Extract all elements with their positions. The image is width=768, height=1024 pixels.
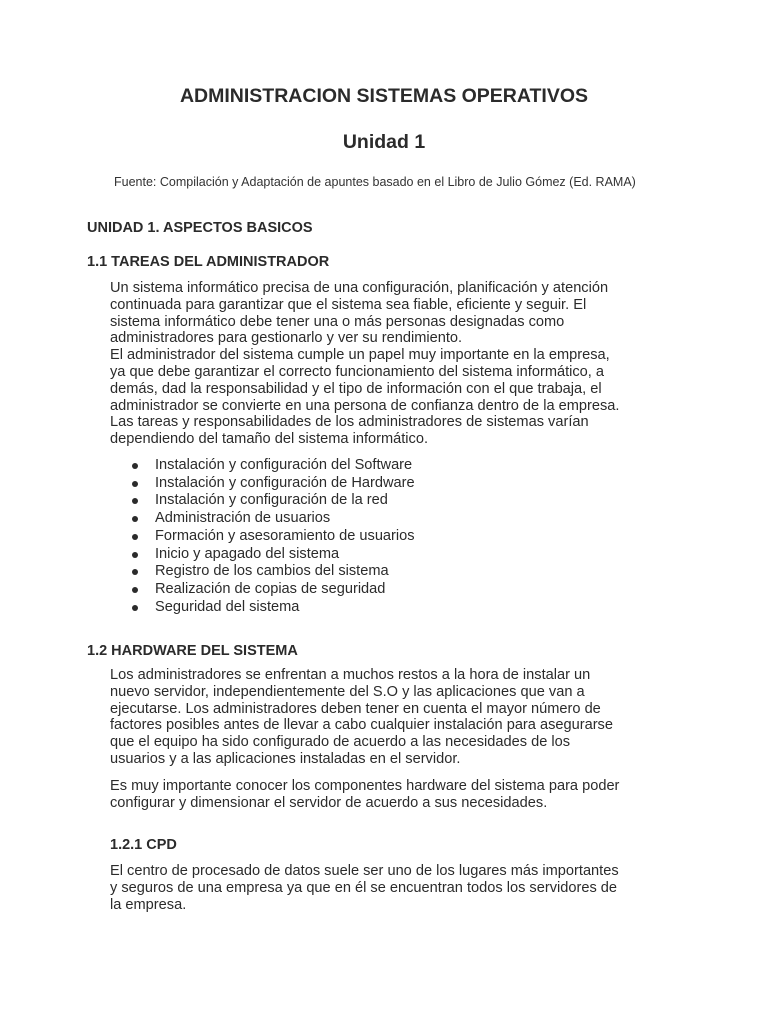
list-item-text: Instalación y configuración de la red [155,492,388,509]
paragraph-line: usuarios y a las aplicaciones instaladas en el servidor. [110,750,461,767]
paragraph-line: administradores para gestionarlo y ver su rendimiento. [110,330,463,347]
list-item-text: Formación y asesoramiento de usuarios [155,527,415,544]
list-item [110,546,415,564]
unit-heading: UNIDAD 1. ASPECTOS BASICOS [87,220,313,236]
paragraph-line: que el equipo ha sido configurado de acuerdo a las necesidades de los [110,734,571,751]
bullet-icon [132,516,138,522]
paragraph-line: y seguros de una empresa ya que en él se encuentran todos los servidores de [110,879,618,896]
paragraph-line: sistema informático debe tener una o más personas designadas como [110,313,565,330]
list-item [110,510,415,528]
unit-title: Unidad 1 [342,131,426,153]
paragraph-line: administrador se convierte en una persona de confianza dentro de la empresa. [110,397,620,414]
list-item-text: Administración de usuarios [155,510,331,527]
paragraph-line: Un sistema informático precisa de una configuración, planificación y atención [110,280,609,296]
section-1-2-paragraph-2 [110,778,670,812]
list-item [110,492,415,510]
list-item [110,581,415,599]
paragraph-line: configurar y dimensionar el servidor de acuerdo a sus necesidades. [110,794,548,811]
paragraph-line: ya que debe garantizar el correcto funcionamiento del sistema informático, a [110,363,605,380]
list-item-text: Inicio y apagado del sistema [155,545,340,562]
bullet-icon [132,605,138,611]
list-item-text: Seguridad del sistema [155,598,300,615]
paragraph-line: Los administradores se enfrentan a muchos restos a la hora de instalar un [110,667,591,683]
paragraph-line: continuada para garantizar que el sistema sea fiable, eficiente y seguir. El [110,296,587,313]
paragraph-line: la empresa. [110,896,187,913]
list-item [110,475,415,493]
paragraph-line: nuevo servidor, independientemente del S.O y las aplicaciones que van a [110,683,585,700]
bullet-icon [132,481,138,487]
list-item [110,599,415,617]
paragraph-line: El centro de procesado de datos suele ser uno de los lugares más importantes [110,863,619,879]
section-1-2-1-paragraph [110,863,670,913]
paragraph-line: Es muy importante conocer los componentes hardware del sistema para poder [110,778,620,794]
section-heading-1-2: 1.2 HARDWARE DEL SISTEMA [87,643,298,659]
bullet-icon [132,463,138,469]
paragraph-line: factores posibles antes de llevar a cabo cualquier instalación para asegurarse [110,717,613,734]
document-title: ADMINISTRACION SISTEMAS OPERATIVOS [179,85,589,107]
paragraph-line: Las tareas y responsabilidades de los administradores de sistemas varían [110,414,589,431]
paragraph-line: El administrador del sistema cumple un papel muy importante en la empresa, [110,347,610,364]
list-item [110,528,415,546]
list-item [110,563,415,581]
list-item-text: Instalación y configuración del Software [155,457,413,473]
paragraph-line: demás, dad la responsabilidad y el tipo de información con el que trabaja, el [110,380,602,397]
section-heading-1-1: 1.1 TAREAS DEL ADMINISTRADOR [87,254,330,270]
bullet-icon [132,587,138,593]
list-item-text: Instalación y configuración de Hardware [155,474,415,491]
paragraph-line: ejecutarse. Los administradores deben tener en cuenta el mayor número de [110,700,601,717]
list-item-text: Realización de copias de seguridad [155,580,386,597]
section-1-2-paragraph-1 [110,667,670,768]
list-item [110,457,415,475]
section-1-1-paragraph [110,280,670,448]
source-note: Fuente: Compilación y Adaptación de apuntes basado en el Libro de Julio Gómez (Ed. RAMA) [114,175,636,189]
bullet-icon [132,552,138,558]
bullet-icon [132,498,138,504]
section-heading-1-2-1: 1.2.1 CPD [110,837,177,853]
bullet-icon [132,534,138,540]
bullet-icon [132,569,138,575]
paragraph-line: dependiendo del tamaño del sistema informático. [110,431,429,448]
tasks-bullet-list [110,457,415,616]
list-item-text: Registro de los cambios del sistema [155,563,389,580]
